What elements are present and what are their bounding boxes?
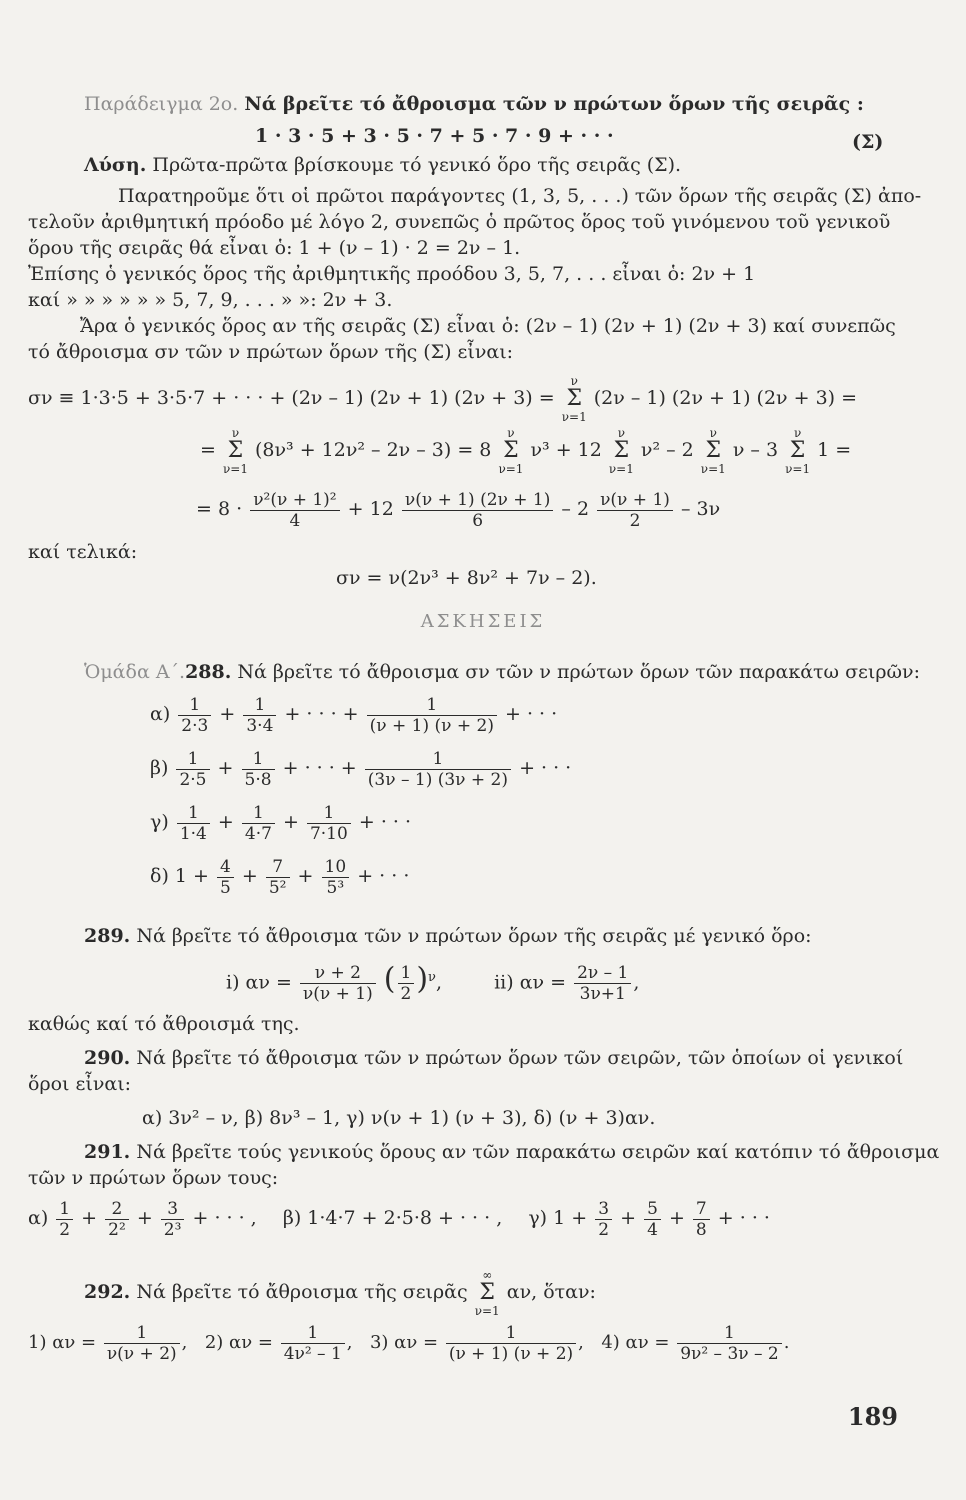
final-formula: σν = ν(2ν³ + 8ν² + 7ν – 2). (336, 567, 597, 589)
sigma-symbol: ν Σ ν=1 (222, 426, 248, 476)
solution-line-7: Ἄρα ὁ γενικός ὅρος αν τῆς σειρᾶς (Σ) εἶναι ὁ: (2ν – 1) (2ν + 1) (2ν + 3) καί συνεπῶς (80, 315, 896, 337)
sigma-symbol: ν Σ ν=1 (498, 426, 524, 476)
solution-label: Λύση. (84, 154, 147, 176)
group-label: Ὁμάδα Α΄. (84, 661, 186, 683)
solution-line-1: Λύση. Πρῶτα-πρῶτα βρίσκουμε τό γενικό ὅρο τῆς σειρᾶς (Σ). (84, 154, 682, 176)
solution-line-6: καί » » » » » » 5, 7, 9, . . . » »: 2ν + 3. (28, 289, 393, 311)
finally-label: καί τελικά: (28, 541, 138, 563)
fraction: $\frac{\nu(\nu + 1)}{2}$ (597, 490, 673, 531)
sigma-symbol: ∞ Σ ν=1 (474, 1268, 500, 1318)
sum-equation-2: = ν Σ ν=1 (8ν³ + 12ν² – 2ν – 3) = 8 ν Σ ν=1 ν³ + 12 ν Σ ν=1 ν² – 2 ν Σ ν=1 ν – 3 ν Σ ν=1 1 = (200, 426, 852, 476)
fraction: $\frac{\nu(\nu + 1) (2\nu + 1)}{6}$ (402, 490, 554, 531)
sum-equation-1: σν ≡ 1·3·5 + 3·5·7 + · · · + (2ν – 1) (2ν + 1) (2ν + 3) = ν Σ ν=1 (2ν – 1) (2ν + 1) (2ν + 3) = (28, 374, 858, 424)
exercise-288-b: β) $\frac{1}{2\cdot 5}$ + $\frac{1}{5\cdot 8}$ + · · · + $\frac{1}{(3\nu - 1) (3\nu + 2)}$ + · · · (150, 748, 572, 790)
exercise-288-heading: Ὁμάδα Α΄.288. Νά βρεῖτε τό ἄθροισμα σν τῶν ν πρώτων ὅρων τῶν παρακάτω σειρῶν: (84, 661, 920, 683)
exercise-290-text2: ὅροι εἶναι: (28, 1073, 132, 1095)
exercise-289-tail: καθώς καί τό ἄθροισμά της. (28, 1013, 300, 1035)
sigma-symbol: ν Σ ν=1 (561, 374, 587, 424)
exercise-290-items: α) 3ν² – ν, β) 8ν³ – 1, γ) ν(ν + 1) (ν + 3), δ) (ν + 3)αν. (142, 1107, 656, 1129)
page-number: 189 (847, 1402, 898, 1431)
exercise-288-a: α) $\frac{1}{2\cdot 3}$ + $\frac{1}{3\cdot 4}$ + · · · + $\frac{1}{(\nu + 1) (\nu + 2)}$ + · · · (150, 694, 558, 736)
solution-line-5: Ἐπίσης ὁ γενικός ὅρος τῆς ἀριθμητικῆς προόδου 3, 5, 7, . . . εἶναι ὁ: 2ν + 1 (28, 263, 756, 285)
exercise-289-heading: 289. Νά βρεῖτε τό ἄθροισμα τῶν ν πρώτων ὅρων τῆς σειρᾶς μέ γενικό ὅρο: (84, 925, 812, 947)
sum-equation-3: = 8 · $\frac{\text{ν²(ν + 1)²}}{4}$ + 12 $\frac{\nu(\nu + 1) (2\nu + 1)}{6}$ – 2 $\frac{\nu(\nu + 1)}{2}$ – 3ν (196, 489, 721, 531)
sigma-symbol: ν Σ ν=1 (608, 426, 634, 476)
exercise-291-series: α) $\frac{1}{2}$ + $\frac{2}{\text{2²}}$ + $\frac{3}{\text{2³}}$ + · · · , β) 1·4·7 + 2·5·8 + · · · , γ) 1 + $\frac{3}{2}$ + $\frac{5}{4}$ + $\frac{7}{8}$ + · · · (28, 1198, 770, 1240)
exercise-290-heading: 290. Νά βρεῖτε τό ἄθροισμα τῶν ν πρώτων ὅρων τῶν σειρῶν, τῶν ὁποίων οἱ γενικοί (84, 1047, 904, 1069)
exercise-291-heading: 291. Νά βρεῖτε τούς γενικούς ὅρους αν τῶν παρακάτω σειρῶν καί κατόπιν τό ἄθροισμα (84, 1141, 940, 1163)
example-label: Παράδειγμα 2ο. (84, 93, 239, 115)
exercise-289-formulas: i) αν = $\frac{\nu + 2}{\nu(\nu + 1)}$ ( $\frac{1}{2}$ )$^\nu$, ii) αν = $\frac{2\nu - 1}{3\nu+1}$ , (226, 961, 640, 1004)
example-heading (84, 92, 864, 116)
exercises-heading: ΑΣΚΗΣΕΙΣ (420, 611, 546, 632)
exercise-288-d: δ) 1 + $\frac{4}{5}$ + $\frac{7}{\text{5²}}$ + $\frac{10}{\text{5³}}$ + · · · (150, 856, 410, 898)
solution-line-8: τό ἄθροισμα σν τῶν ν πρώτων ὅρων τῆς (Σ) εἶναι: (28, 341, 514, 363)
exercise-291-text2: τῶν ν πρώτων ὅρων τους: (28, 1167, 279, 1189)
sigma-symbol: ν Σ ν=1 (700, 426, 726, 476)
exercise-292-heading: 292. Νά βρεῖτε τό ἄθροισμα τῆς σειρᾶς ∞ Σ ν=1 αν, ὅταν: (84, 1268, 596, 1318)
solution-line-4: ὅρου τῆς σειρᾶς θά εἶναι ὁ: 1 + (ν – 1) · 2 = 2ν – 1. (28, 237, 521, 259)
solution-line-2: Παρατηροῦμε ὅτι οἱ πρῶτοι παράγοντες (1, 3, 5, . . .) τῶν ὅρων τῆς σειρᾶς (Σ) ἀπο- (118, 185, 922, 207)
solution-line-3: τελοῦν ἀριθμητική πρόοδο μέ λόγο 2, συνεπῶς ὁ πρῶτος ὅρος τοῦ γινόμενου τοῦ γενικοῦ (28, 211, 891, 233)
example-series-tag: (Σ) (852, 131, 884, 153)
example-series: 1 · 3 · 5 + 3 · 5 · 7 + 5 · 7 · 9 + · · · (255, 125, 614, 147)
sigma-symbol: ν Σ ν=1 (785, 426, 811, 476)
fraction: $\frac{\text{ν²(ν + 1)²}}{4}$ (250, 490, 339, 531)
exercise-292-items: 1) αν = $\frac{1}{\nu(\nu + 2)}$ , 2) αν = $\frac{1}{\text{4ν² – 1}}$ , 3) αν = $\frac{1}{(\nu + 1) (\nu + 2)}$ , 4) αν = $\frac{1}{\text{9ν² – 3ν – 2}}$ . (28, 1322, 790, 1364)
example-question: Νά βρεῖτε τό ἄθροισμα τῶν ν πρώτων ὅρων τῆς σειρᾶς : (244, 93, 864, 115)
exercise-288-c: γ) $\frac{1}{1\cdot 4}$ + $\frac{1}{4\cdot 7}$ + $\frac{1}{7\cdot 10}$ + · · · (150, 802, 412, 844)
